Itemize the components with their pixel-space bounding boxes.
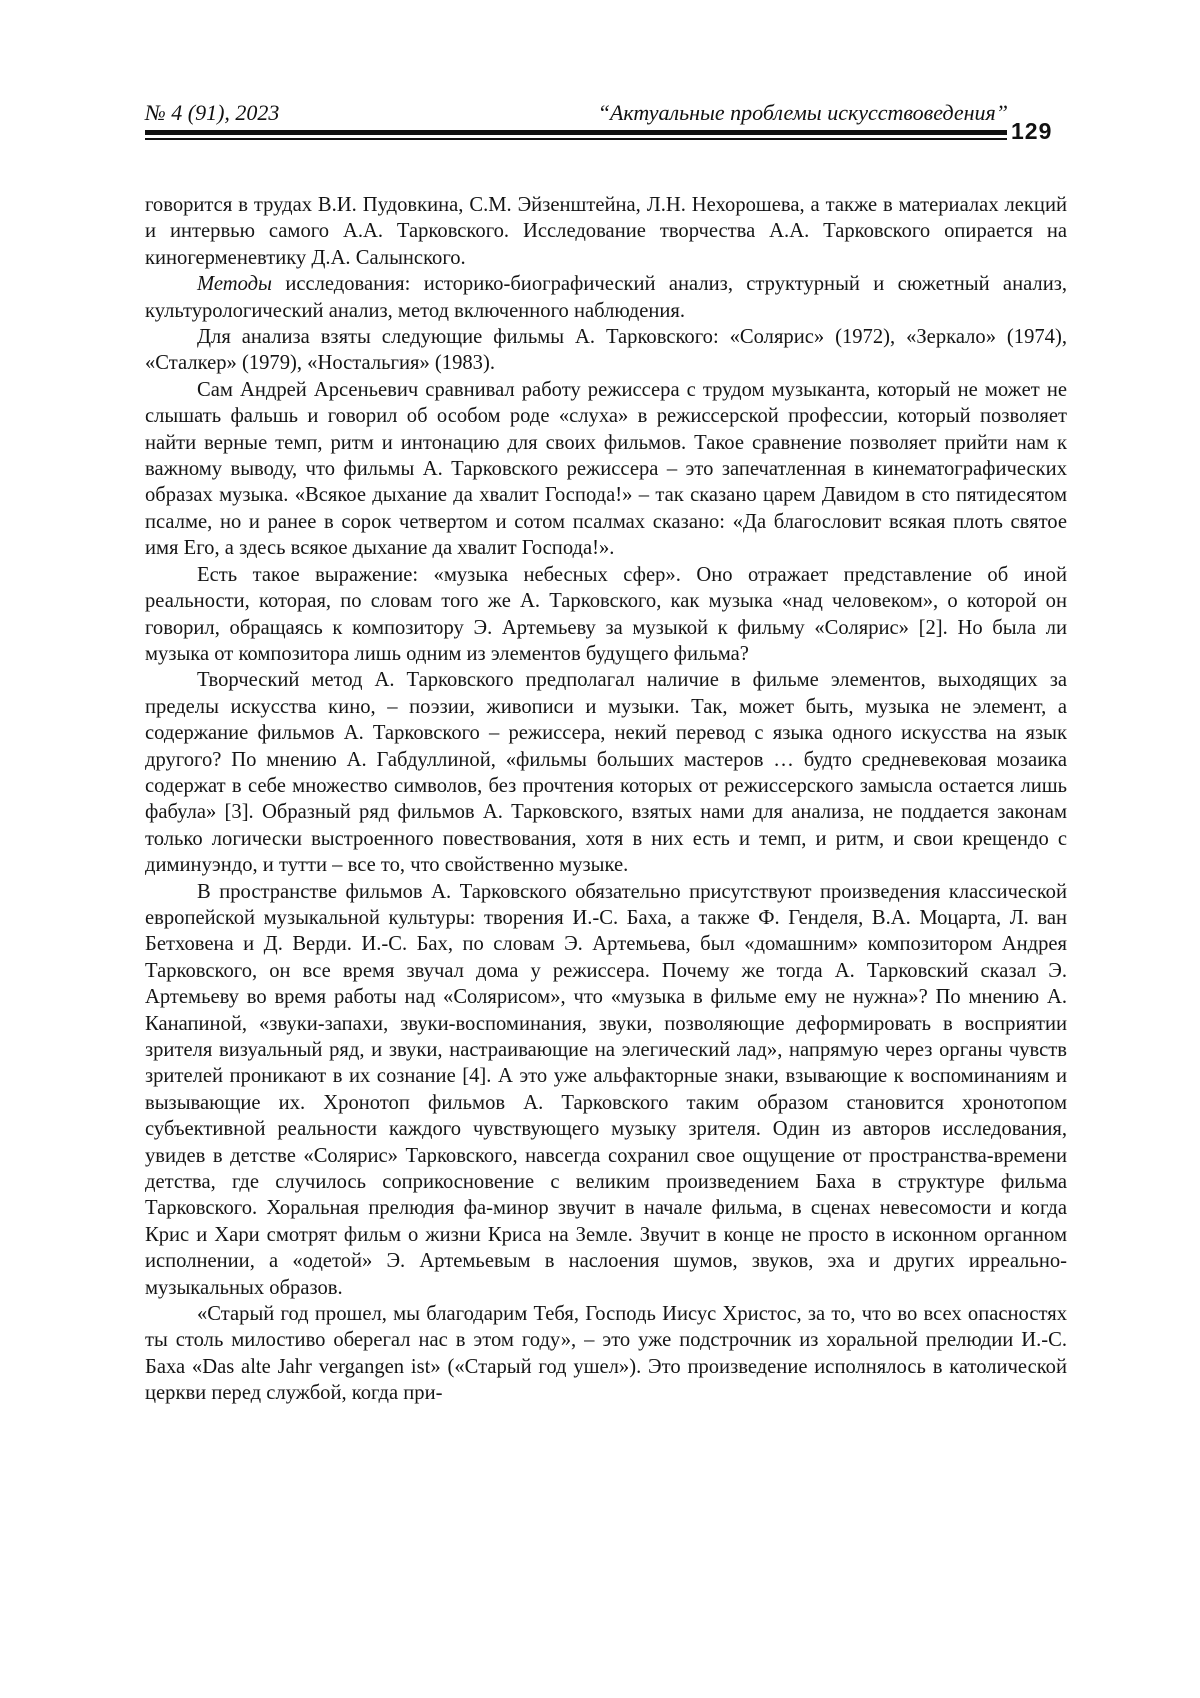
issue-number: № 4 (91), 2023 xyxy=(145,100,280,125)
journal-title: “Актуальные проблемы искусствоведения” xyxy=(597,100,1008,125)
paragraph-films: Для анализа взяты следующие фильмы А. Тарковского: «Солярис» (1972), «Зеркало» (1974), «Сталкер» (1979), «Ностальгия» (1983). xyxy=(145,326,1067,375)
header-rule-thick xyxy=(145,130,1007,135)
paragraph-methods xyxy=(145,271,1067,324)
methods-term: Методы xyxy=(197,273,272,296)
methods-text: исследования: историко-биографический анализ, структурный и сюжетный анализ, культурологический анализ, метод включенного наблюдения. xyxy=(145,273,1067,322)
paragraph-creative-method: Творческий метод А. Тарковского предполагал наличие в фильме элементов, выходящих за пределы искусства кино, – поэзии, живописи и музыки. Так, может быть, музыка не элемент, а содержание фильмов А. Тарковского – режиссера, некий перевод с языка одного искусства на язык другого? По мнению А. Габдуллиной, «фильмы больших мастеров … будто средневековая мозаика содержат в себе множество символов, без прочтения которых от режиссерского замысла остается лишь фабула» [3]. Образный ряд фильмов А. Тарковского, взятых нами для анализа, не поддается законам только логически выстроенного повествования, хотя в них есть и темп, и ритм, и свои крещендо с диминуэндо, и тутти – все то, что свойственно музыке. xyxy=(145,669,1067,877)
paragraph-sources: говорится в трудах В.И. Пудовкина, С.М. Эйзенштейна, Л.Н. Нехорошева, а также в материалах лекций и интервью самого А.А. Тарковского. Исследование творчества А.А. Тарковского опирается на киногерменевтику Д.А. Салынского. xyxy=(145,194,1067,269)
page-number: 129 xyxy=(1011,118,1053,144)
paragraph-chorale-prelude: «Старый год прошел, мы благодарим Тебя, Господь Иисус Христос, за то, что во всех опасностях ты столь милостиво оберегал нас в этом году», – это уже подстрочник из хоральной прелюдии И.-С. Баха «Das alte Jahr vergangen ist» («Старый год ушел»). Это произведение исполнялось в католической церкви перед службой, когда при- xyxy=(145,1303,1067,1405)
paragraph-classical-music: В пространстве фильмов А. Тарковского обязательно присутствуют произведения классической европейской музыкальной культуры: творения И.-С. Баха, а также Ф. Генделя, В.А. Моцарта, Л. ван Бетховена и Д. Верди. И.-С. Бах, по словам Э. Артемьева, был «домашним» композитором Андрея Тарковского, он все время звучал дома у режиссера. Почему же тогда А. Тарковский сказал Э. Артемьеву во время работы над «Солярисом», что «музыка в фильме ему не нужна»? По мнению А. Канапиной, «звуки-запахи, звуки-воспоминания, звуки, позволяющие деформировать в восприятии зрителя визуальный ряд, и звуки, настраивающие на элегический лад», напрямую через органы чувств зрителей проникают в их сознание [4]. А это уже альфакторные знаки, взывающие к воспоминаниям и вызывающие их. Хронотоп фильмов А. Тарковского таким образом становится хронотопом субъективной реальности каждого чувствующего музыку зрителя. Один из авторов исследования, увидев в детстве «Солярис» Тарковского, навсегда сохранил свое ощущение от пространства-времени детства, где случилось соприкосновение с великим произведением Баха в структуре фильма Тарковского. Хоральная прелюдия фа-минор звучит в начале фильма, в сценах невесомости и когда Крис и Хари смотрят фильм о жизни Криса на Земле. Звучит в конце не просто в исконном органном исполнении, а «одетой» Э. Артемьевым в наслоения шумов, звуков, эха и других ирреально-музыкальных образов. xyxy=(145,880,1067,1299)
paragraph-director-musician: Сам Андрей Арсеньевич сравнивал работу режиссера с трудом музыканта, который не может не слышать фальшь и говорил об особом роде «слуха» в режиссерской профессии, который позволяет найти верные темп, ритм и интонацию для своих фильмов. Такое сравнение позволяет прийти нам к важному выводу, что фильмы А. Тарковского режиссера – это запечатленная в кинематографических образах музыка. «Всякое дыхание да хвалит Господа!» – так сказано царем Давидом в сто пятидесятом псалме, но и ранее в сорок четвертом и сотом псалмах сказано: «Да благословит всякая плоть святое имя Его, а здесь всякое дыхание да хвалит Господа!». xyxy=(145,378,1067,560)
paragraph-music-of-spheres: Есть такое выражение: «музыка небесных сфер». Оно отражает представление об иной реальности, которая, по словам того же А. Тарковского, как музыка «над человеком», о которой он говорил, обращаясь к композитору Э. Артемьеву за музыкой к фильму «Солярис» [2]. Но была ли музыка от композитора лишь одним из элементов будущего фильма? xyxy=(145,563,1067,665)
article-body xyxy=(145,192,1067,1407)
header-rule-thin xyxy=(145,138,1007,140)
